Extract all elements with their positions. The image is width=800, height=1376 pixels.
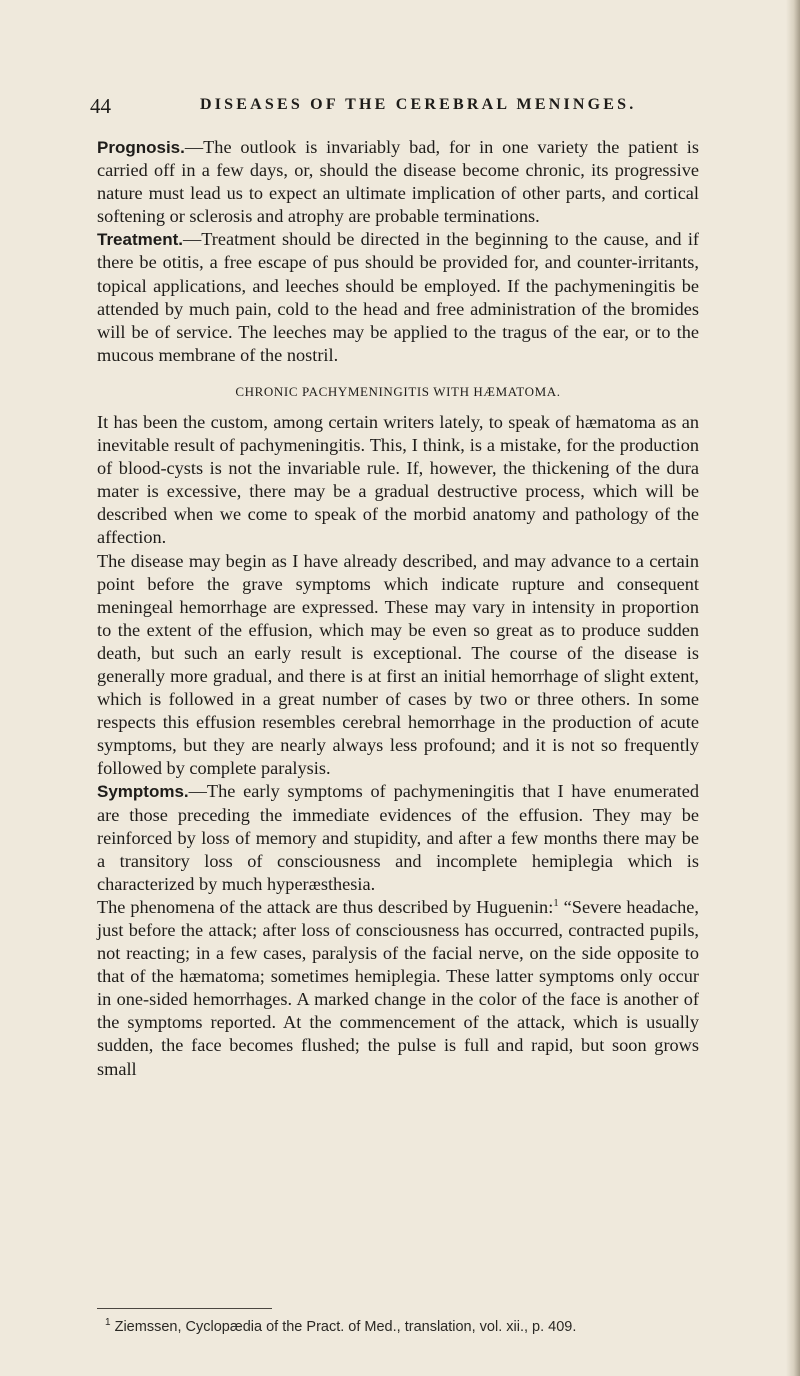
phenomena-text-before: The phenomena of the attack are thus described by Huguenin: xyxy=(97,896,554,917)
footnote-reference: 1 xyxy=(553,896,559,909)
footnote xyxy=(105,1317,705,1335)
section-heading-chronic: CHRONIC PACHYMENINGITIS WITH HÆMATOMA. xyxy=(235,383,561,399)
prognosis-text: —The outlook is invariably bad, for in one variety the patient is carried off in a few days, or, should the disease become chronic, its progressive nature must lead us to expect an ultimate implication of other parts, and cortical softening or sclerosis and atrophy are probable terminations. xyxy=(97,137,699,227)
running-title: DISEASES OF THE CEREBRAL MENINGES. xyxy=(200,96,637,113)
footnote-text: Ziemssen, Cyclopædia of the Pract. of Med., translation, vol. xii., p. 409. xyxy=(110,1318,577,1335)
page-edge-shadow xyxy=(786,0,800,1376)
symptoms-paragraph xyxy=(97,780,699,895)
prognosis-heading: Prognosis. xyxy=(97,138,185,157)
footnote-marker: 1 xyxy=(105,1317,111,1328)
page-body xyxy=(97,136,699,1081)
running-header xyxy=(90,94,730,118)
symptoms-text: —The early symptoms of pachymeningitis that I have enumerated are those preceding the immediate evidences of the effusion. They may be reinforced by loss of memory and stupidity, and after a few months there may be a transitory loss of consciousness and incomplete hemiplegia which is characterized by much hyperæsthesia. xyxy=(97,781,699,894)
page-number: 44 xyxy=(90,94,111,118)
chronic-paragraph-2: The disease may begin as I have already described, and may advance to a certain point before the grave symptoms which indicate rupture and consequent meningeal hemorrhage are expressed. These may vary in intensity in proportion to the extent of the effusion, which may be even so great as to produce sudden death, but such an early result is exceptional. The course of the disease is generally more gradual, and there is at first an initial hemorrhage of slight extent, which is followed in a great number of cases by two or three others. In some respects this effusion resembles cerebral hemorrhage in the production of acute symptoms, but they are nearly always less profound; and it is not so frequently followed by complete paralysis. xyxy=(97,550,699,779)
phenomena-text-after: “Severe headache, just before the attack; after loss of consciousness has occurred, contracted pupils, not reacting; in a few cases, paralysis of the facial nerve, on the side opposite to that of the hæmatoma; sometimes hemiplegia. These latter symptoms only occur in one-sided hemorrhages. A marked change in the color of the face is another of the symptoms reported. At the commencement of the attack, which is usually sudden, the face becomes flushed; the pulse is full and rapid, but soon grows small xyxy=(97,896,699,1079)
chronic-paragraph-1: It has been the custom, among certain writers lately, to speak of hæmatoma as an inevitable result of pachymeningitis. This, I think, is a mistake, for the production of blood-cysts is not the invariable rule. If, however, the thickening of the dura mater is excessive, there may be a gradual destructive process, which will be described when we come to speak of the morbid anatomy and pathology of the affection. xyxy=(97,411,699,548)
treatment-paragraph xyxy=(97,228,699,367)
footnote-divider xyxy=(97,1308,272,1309)
prognosis-paragraph xyxy=(97,136,699,228)
phenomena-paragraph xyxy=(97,896,699,1081)
treatment-heading: Treatment. xyxy=(97,230,183,250)
treatment-text: —Treatment should be directed in the beginning to the cause, and if there be otitis, a free escape of pus should be provided for, and counter-irritants, topical applications, and leeches should be employed. If the pachymeningitis be attended by much pain, cold to the head and free administration of the bromides will be of service. The leeches may be applied to the tragus of the ear, or to the mucous membrane of the nostril. xyxy=(97,229,699,365)
symptoms-heading: Symptoms. xyxy=(97,782,189,802)
